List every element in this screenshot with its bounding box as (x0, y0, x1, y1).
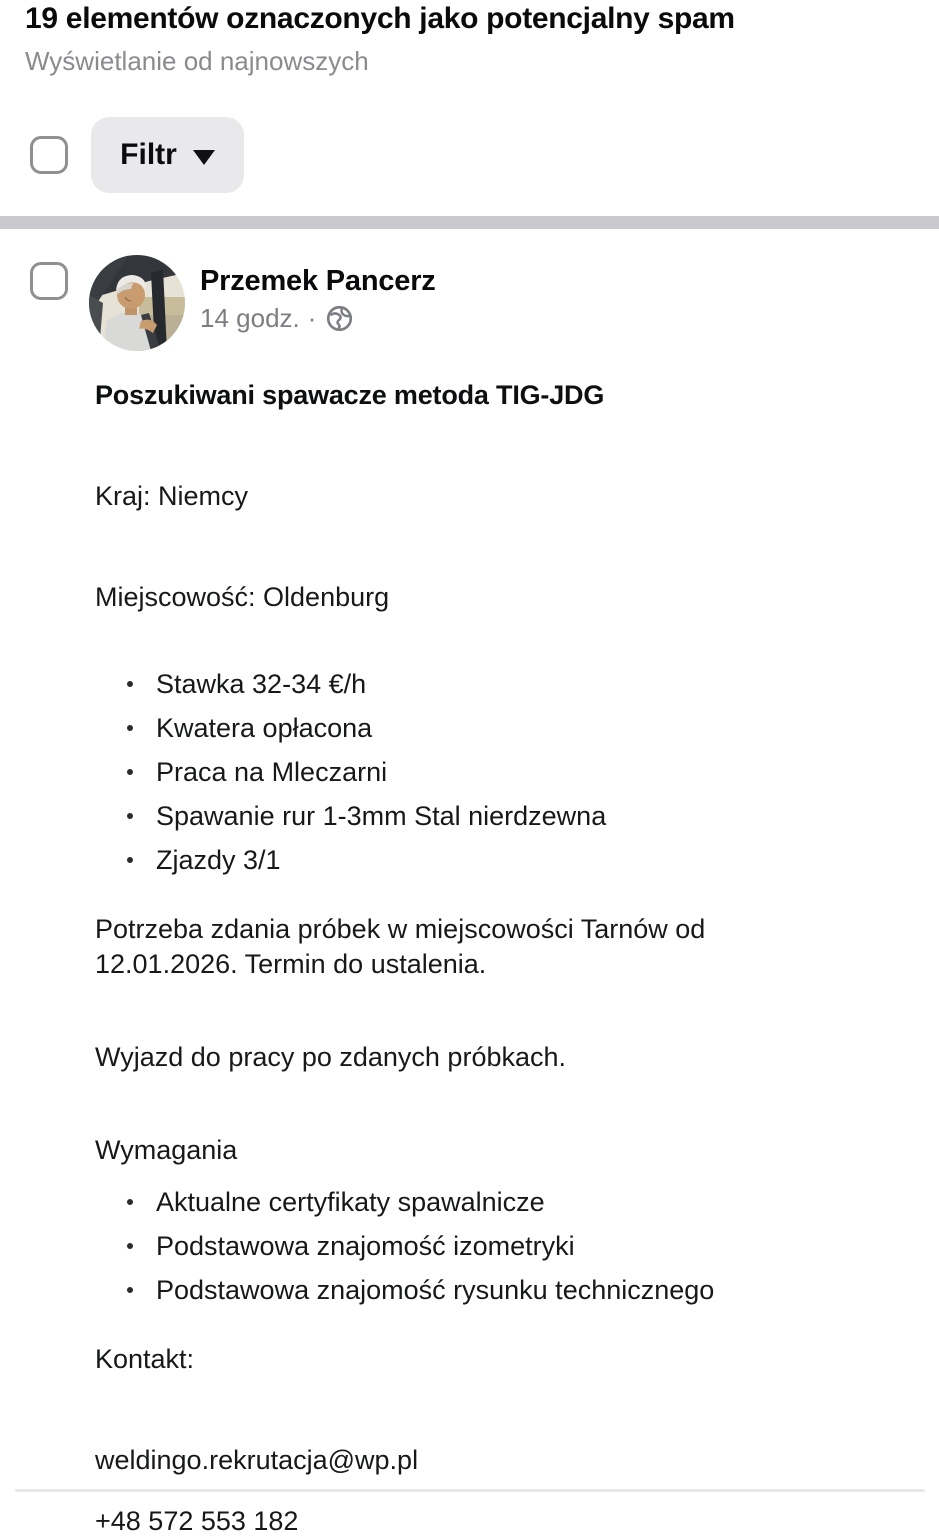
list-item: Praca na Mleczarni (95, 750, 800, 794)
bottom-divider (15, 1489, 925, 1492)
post-body (95, 378, 800, 1539)
list-item: Kwatera opłacona (95, 706, 800, 750)
city-line: Miejscowość: Oldenburg (95, 582, 390, 612)
author-avatar[interactable] (89, 255, 185, 351)
trial-text: Potrzeba zdania próbek w miejscowości Tarnów od 12.01.2026. Termin do ustalenia. (95, 914, 706, 979)
post-title: Poszukiwani spawacze metoda TIG-JDG (95, 380, 605, 410)
list-item: Stawka 32-34 €/h (95, 662, 800, 706)
toolbar (30, 117, 939, 193)
meta-separator: · (307, 303, 317, 333)
contact-heading: Kontakt: (95, 1344, 195, 1374)
requirements-heading: Wymagania (95, 1135, 238, 1165)
post-header (0, 255, 939, 351)
avatar-photo-illustration (89, 255, 185, 351)
author-name[interactable]: Przemek Pancerz (200, 265, 436, 297)
chevron-down-icon (193, 150, 215, 165)
requirements-bullet-list (95, 1180, 800, 1312)
post-meta (200, 304, 436, 332)
list-item: Spawanie rur 1-3mm Stal nierdzewna (95, 794, 800, 838)
offer-bullet-list (95, 662, 800, 882)
page-header (0, 0, 939, 76)
list-item: Zjazdy 3/1 (95, 838, 800, 882)
post-select-checkbox[interactable] (30, 262, 68, 300)
select-all-checkbox[interactable] (30, 136, 68, 174)
author-block (200, 255, 436, 332)
filter-button-label: Filtr (120, 138, 177, 171)
filter-button[interactable] (91, 117, 244, 193)
sort-order-label: Wyświetlanie od najnowszych (25, 46, 369, 76)
contact-email: weldingo.rekrutacja@wp.pl (95, 1445, 419, 1475)
list-item: Aktualne certyfikaty spawalnicze (95, 1180, 800, 1224)
page-title: 19 elementów oznaczonych jako potencjalny spam (25, 2, 735, 35)
section-divider (0, 216, 939, 229)
list-item: Podstawowa znajomość izometryki (95, 1224, 800, 1268)
departure-text: Wyjazd do pracy po zdanych próbkach. (95, 1042, 567, 1072)
list-item: Podstawowa znajomość rysunku technicznego (95, 1268, 800, 1312)
country-line: Kraj: Niemcy (95, 481, 249, 511)
spam-post-item (0, 229, 939, 1539)
post-timestamp: 14 godz. (200, 303, 300, 333)
globe-icon (326, 305, 353, 332)
contact-phone: +48 572 553 182 (95, 1506, 299, 1536)
